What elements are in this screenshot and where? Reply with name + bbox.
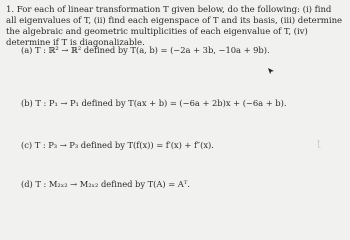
part-a-text: (a) T : ℝ² → ℝ² defined by T(a, b) = (−2a + 3b, −10a + 9b).: [21, 45, 270, 55]
part-c-text: (c) T : P₃ → P₃ defined by T(f(x)) = f′(x) + f″(x).: [21, 140, 214, 150]
part-d-text: (d) T : M₂ₓ₂ → M₂ₓ₂ defined by T(A) = Aᵀ.: [21, 179, 190, 189]
problem-statement: 1. For each of linear transformation T given below, do the following: (i) find all eigenvalues of T, (ii) find each eigenspace of T and its basis, (iii) determine the algebraic and geometric multiplicities of each eigenvalue of T, (iv) determine if T is diagonalizable.: [6, 5, 343, 48]
mouse-pointer-icon: [267, 67, 275, 75]
scan-artifact-icon: ʈ: [317, 139, 321, 149]
part-b-text: (b) T : P₁ → P₁ defined by T(ax + b) = (−6a + 2b)x + (−6a + b).: [21, 98, 287, 108]
